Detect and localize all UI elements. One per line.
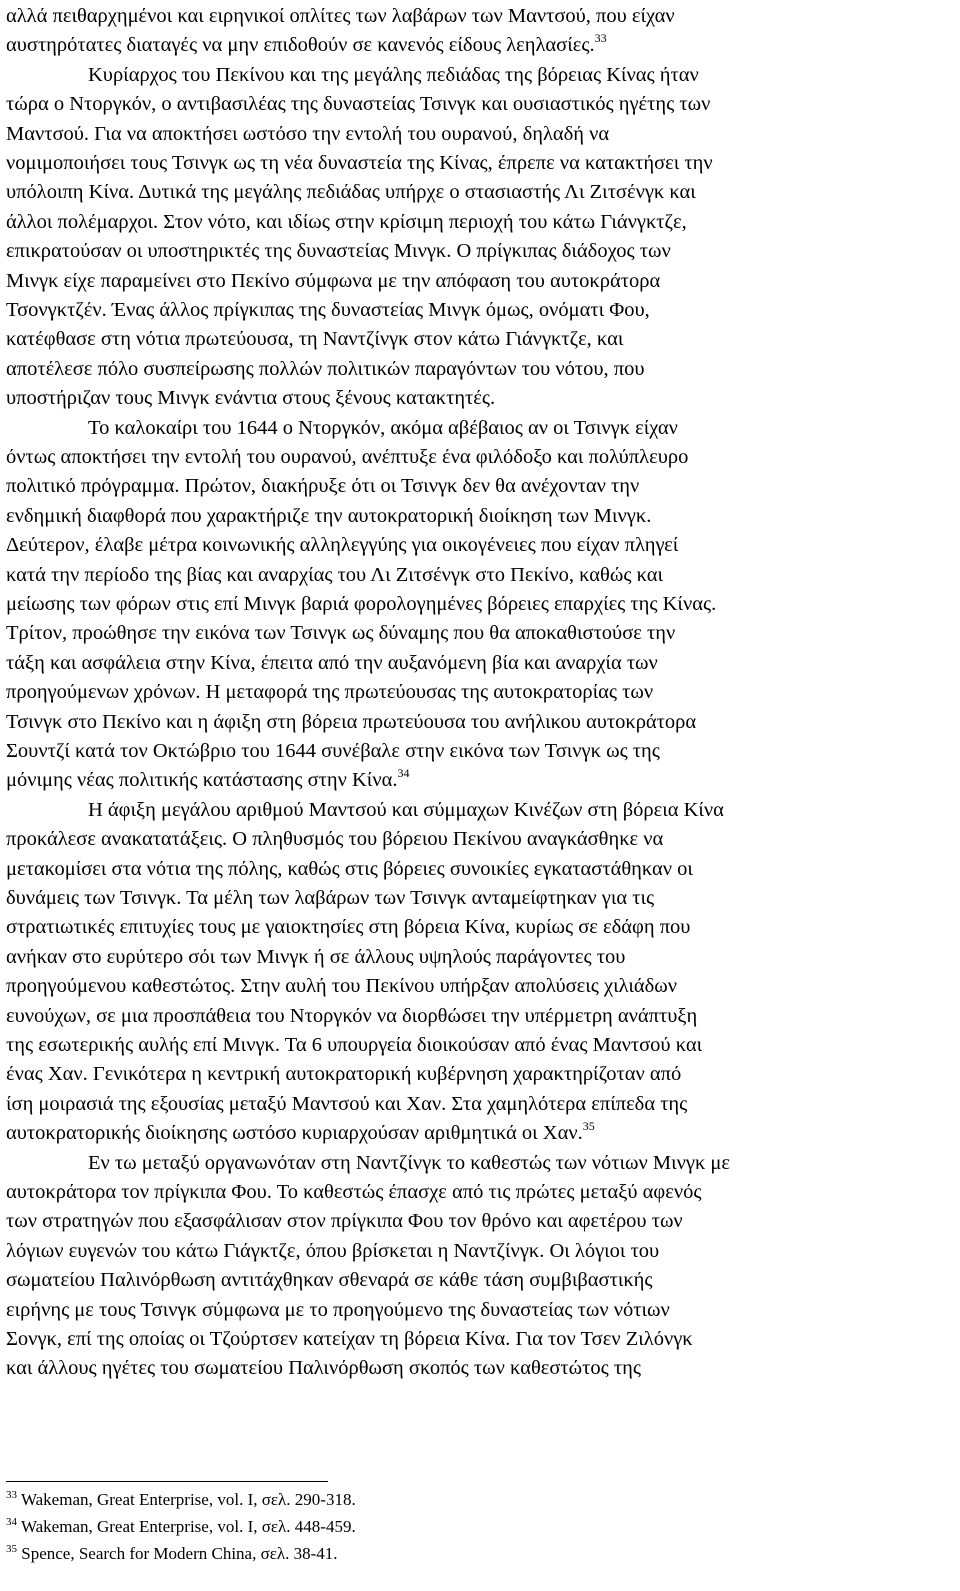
line-text: Η άφιξη μεγάλου αριθμού Μαντσού και σύμμαχων Κινέζων στη βόρεια Κίνα [88, 798, 724, 821]
line-text: των στρατηγών που εξασφάλισαν στον πρίγκιπα Φου τον θρόνο και αφετέρου των [6, 1210, 683, 1233]
line-text: Τσινγκ στο Πεκίνο και η άφιξη στη βόρεια πρωτεύουσα του ανήλικου αυτοκράτορα [6, 710, 697, 733]
text-line [6, 153, 713, 174]
line-text: της εσωτερικής αυλής επί Μινγκ. Τα 6 υπουργεία διοικούσαν από ένας Μαντσού και [6, 1034, 703, 1056]
text-line [6, 976, 677, 997]
text-line [88, 1153, 730, 1174]
text-line [6, 1094, 687, 1115]
text-line [88, 65, 699, 86]
text-line [6, 1358, 641, 1379]
text-line [6, 859, 693, 880]
footnote-number: 33 [6, 1489, 17, 1501]
text-line [6, 6, 675, 27]
line-text: τάξη και ασφάλεια στην Κίνα, έπειτα από την αυξανόμενη βία και αναρχία των [6, 651, 658, 674]
text-line [6, 594, 716, 615]
text-line [6, 653, 658, 674]
line-text: Το καλοκαίρι του 1644 ο Ντοργκόν, ακόμα αβέβαιος αν οι Τσινγκ είχαν [88, 416, 678, 439]
text-line [6, 300, 650, 321]
line-text: ένας Χαν. Γενικότερα η κεντρική αυτοκρατορική κυβέρνηση χαρακτηρίζοταν από [6, 1063, 682, 1086]
line-text: νομιμοποιήσει τους Τσινγκ ως τη νέα δυναστεία της Κίνας, έπρεπε να κατακτήσει την [6, 152, 713, 174]
text-line [6, 329, 623, 350]
text-line [6, 359, 645, 380]
text-line [6, 271, 660, 292]
line-text: μείωσης των φόρων στις επί Μινγκ βαριά φορολογημένες βόρειες επαρχίες της Κίνας. [6, 593, 717, 615]
line-text: Σονγκ, επί της οποίας οι Τζούρτσεν κατείχαν τη βόρεια Κίνα. Για τον Τσεν Ζιλόνγκ [6, 1328, 693, 1350]
footnote-reference[interactable]: 35 [582, 1119, 595, 1134]
line-text: ειρήνης με τους Τσινγκ σύμφωνα με το προηγούμενο της δυναστείας των νότιων [6, 1298, 670, 1321]
line-text: όντως αποκτήσει την εντολή του ουρανού, ανέπτυξε ένα φιλόδοξο και πολύπλευρο [6, 446, 689, 468]
text-line [6, 741, 660, 762]
text-line [6, 712, 696, 733]
text-line [6, 94, 710, 115]
line-text: Τσονγκτζέν. Ένας άλλος πρίγκιπας της δυναστείας Μινγκ όμως, ονόματι Φου, [6, 299, 650, 321]
footnote [6, 1491, 356, 1508]
footnote [6, 1518, 356, 1535]
text-line [6, 535, 678, 556]
text-line [6, 241, 671, 262]
footnote-reference[interactable]: 33 [594, 31, 607, 46]
line-text: Δεύτερον, έλαβε μέτρα κοινωνικής αλληλεγγύης για οικογένειες που είχαν πληγεί [6, 534, 679, 557]
line-text: μόνιμης νέας πολιτικής κατάστασης στην Κίνα. [6, 769, 398, 792]
line-text: μετακομίσει στα νότια της πόλης, καθώς στις βόρειες συνοικίες εγκαταστάθηκαν οι [6, 857, 693, 880]
text-line [6, 476, 639, 497]
text-line [6, 1035, 702, 1056]
line-text: προκάλεσε ανακατατάξεις. Ο πληθυσμός του βόρειου Πεκίνου αναγκάσθηκε να [6, 828, 664, 851]
line-text: ίση μοιρασιά της εξουσίας μεταξύ Μαντσού και Χαν. Στα χαμηλότερα επίπεδα της [6, 1092, 688, 1115]
line-text: ευνούχων, σε μια προσπάθεια του Ντοργκόν να διορθώσει την υπέρμετρη ανάπτυξη [6, 1004, 698, 1027]
text-line [6, 1241, 659, 1262]
text-line [88, 800, 724, 821]
line-text: υποστήριζαν τους Μινγκ ενάντια στους ξένους κατακτητές. [6, 387, 496, 410]
line-text: Μαντσού. Για να αποκτήσει ωστόσο την εντολή του ουρανού, δηλαδή να [6, 122, 610, 145]
text-line [88, 418, 678, 439]
line-text: αυστηρότατες διαταγές να μην επιδοθούν σε κανενός είδους λεηλασίες. [6, 34, 595, 57]
footnote-number: 34 [6, 1516, 17, 1528]
footnote [6, 1545, 338, 1562]
line-text: Μινγκ είχε παραμείνει στο Πεκίνο σύμφωνα με την απόφαση του αυτοκράτορα [6, 269, 661, 292]
footnote-text: Wakeman, Great Enterprise, vol. I, σελ. 448-459. [17, 1517, 356, 1536]
text-line [6, 124, 609, 145]
text-line [6, 182, 696, 203]
line-text: σωματείου Παλινόρθωση αντιτάχθηκαν σθεναρά σε κάθε τάση συμβιβαστικής [6, 1269, 653, 1292]
text-line [6, 1329, 693, 1350]
text-line [6, 947, 625, 968]
text-line [6, 766, 410, 792]
text-line [6, 388, 495, 409]
line-text: πολιτικό πρόγραμμα. Πρώτον, διακήρυξε ότι οι Τσινγκ δεν θα ανέχονταν την [6, 475, 640, 498]
text-line [6, 682, 653, 703]
footnote-separator [6, 1481, 328, 1482]
line-text: και άλλους ηγέτες του σωματείου Παλινόρθωση σκοπός των καθεστώτος της [6, 1357, 641, 1380]
line-text: προηγούμενων χρόνων. Η μεταφορά της πρωτεύουσας της αυτοκρατορίας των [6, 681, 654, 704]
text-line [6, 212, 687, 233]
line-text: Εν τω μεταξύ οργανωνόταν στη Ναντζίνγκ το καθεστώς των νότιων Μινγκ με [88, 1151, 731, 1174]
line-text: στρατιωτικές επιτυχίες τους με γαιοκτησίες στη βόρεια Κίνα, κυρίως σε εδάφη που [6, 916, 691, 939]
text-line [6, 506, 651, 527]
text-line [6, 623, 675, 644]
line-text: αποτέλεσε πόλο συσπείρωσης πολλών πολιτικών παραγόντων του νότου, που [6, 357, 645, 380]
text-line [6, 1270, 653, 1291]
line-text: Κυρίαρχος του Πεκίνου και της μεγάλης πεδιάδας της βόρειας Κίνας ήταν [88, 63, 699, 86]
text-line [6, 1300, 670, 1321]
text-line [6, 888, 654, 909]
line-text: υπόλοιπη Κίνα. Δυτικά της μεγάλης πεδιάδας υπήρχε ο στασιαστής Λι Ζιτσένγκ και [6, 181, 696, 204]
footnote-reference[interactable]: 34 [397, 766, 410, 781]
line-text: Τρίτον, προώθησε την εικόνα των Τσινγκ ως δύναμης που θα αποκαθιστούσε την [6, 622, 676, 645]
line-text: ανήκαν στο ευρύτερο σόι των Μινγκ ή σε άλλους υψηλούς παράγοντες του [6, 945, 626, 968]
line-text: τώρα ο Ντοργκόν, ο αντιβασιλέας της δυναστείας Τσινγκ και ουσιαστικός ηγέτης των [6, 93, 711, 116]
text-line [6, 31, 607, 57]
text-line [6, 1006, 697, 1027]
text-line [6, 1182, 701, 1203]
text-line [6, 917, 690, 938]
text-line [6, 447, 688, 468]
line-text: λόγιων ευγενών του κάτω Γιάγκτζε, όπου βρίσκεται η Ναντζίνγκ. Οι λόγιοι του [6, 1239, 660, 1262]
footnote-text: Wakeman, Great Enterprise, vol. I, σελ. 290-318. [17, 1490, 356, 1509]
line-text: δυνάμεις των Τσινγκ. Τα μέλη των λαβάρων των Τσινγκ ανταμείφτηκαν για τις [6, 887, 655, 909]
line-text: αυτοκράτορα τον πρίγκιπα Φου. Το καθεστώς έπασχε από τις πρώτες μεταξύ αφενός [6, 1181, 702, 1203]
line-text: άλλοι πολέμαρχοι. Στον νότο, και ιδίως στην κρίσιμη περιοχή του κάτω Γιάνγκτζε, [6, 210, 687, 233]
text-line [6, 1119, 595, 1145]
line-text: επικρατούσαν οι υποστηρικτές της δυναστείας Μινγκ. Ο πρίγκιπας διάδοχος των [6, 240, 671, 263]
line-text: ενδημική διαφθορά που χαρακτήριζε την αυτοκρατορική διοίκηση των Μινγκ. [6, 504, 652, 527]
text-line [6, 829, 663, 850]
text-line [6, 565, 663, 586]
line-text: κατά την περίοδο της βίας και αναρχίας του Λι Ζιτσένγκ στο Πεκίνο, καθώς και [6, 563, 663, 586]
text-line [6, 1211, 683, 1232]
line-text: κατέφθασε στη νότια πρωτεύουσα, τη Ναντζίνγκ στον κάτω Γιάνγκτζε, και [6, 328, 624, 351]
line-text: αλλά πειθαρχημένοι και ειρηνικοί οπλίτες των λαβάρων των Μαντσού, που είχαν [6, 5, 675, 27]
line-text: Σουντζί κατά τον Οκτώβριο του 1644 συνέβαλε στην εικόνα των Τσινγκ ως της [6, 740, 660, 762]
line-text: αυτοκρατορικής διοίκησης ωστόσο κυριαρχούσαν αριθμητικά οι Χαν. [6, 1122, 583, 1145]
line-text: προηγούμενου καθεστώτος. Στην αυλή του Πεκίνου υπήρξαν απολύσεις χιλιάδων [6, 975, 678, 998]
footnote-text: Spence, Search for Modern China, σελ. 38-41. [17, 1544, 338, 1563]
footnote-number: 35 [6, 1543, 17, 1555]
text-line [6, 1064, 681, 1085]
